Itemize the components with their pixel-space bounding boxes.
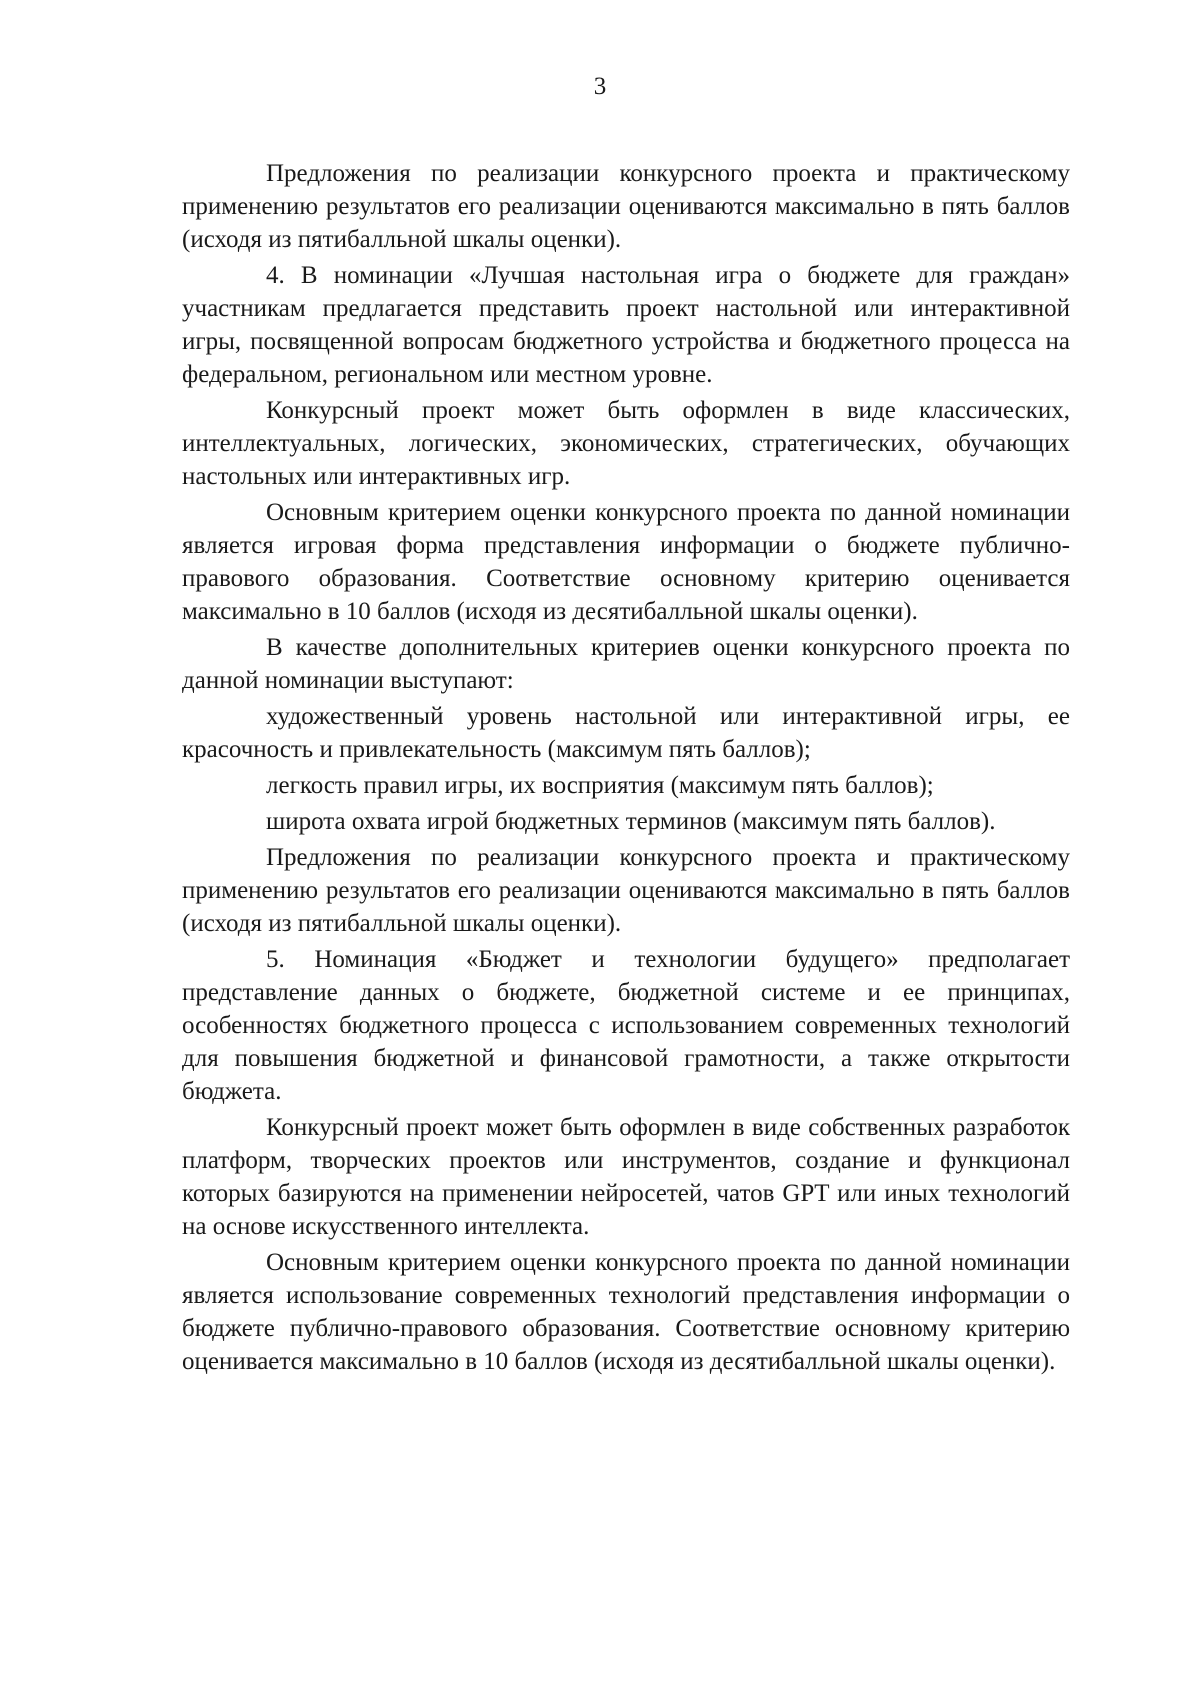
list-item-rules-ease: легкость правил игры, их восприятия (максимум пять баллов); xyxy=(266,772,934,799)
list-item-terms-coverage: широта охвата игрой бюджетных терминов (максимум пять баллов). xyxy=(266,808,996,835)
document-body xyxy=(182,157,1070,1381)
paragraph-project-format-ai: Конкурсный проект может быть оформлен в виде собственных разработок платформ, творческих проектов или инструментов, создание и функционал которых базируются на применении нейросетей, чатов GPT или иных технологий на основе искусственного интеллекта. xyxy=(182,1114,1070,1240)
paragraph-proposals-evaluation-2: Предложения по реализации конкурсного проекта и практическому применению результатов его реализации оцениваются максимально в пять баллов (исходя из пятибалльной шкалы оценки). xyxy=(182,844,1070,937)
paragraph-nomination-4: 4. В номинации «Лучшая настольная игра о бюджете для граждан» участникам предлагается представить проект настольной или интерактивной игры, посвященной вопросам бюджетного устройства и бюджетного процесса на федеральном, региональном или местном уровне. xyxy=(182,262,1070,388)
paragraph-main-criterion-ai: Основным критерием оценки конкурсного проекта по данной номинации является использование современных технологий представления информации о бюджете публично-правового образования. Соответствие основному критерию оценивается максимально в 10 баллов (исходя из десятибалльной шкалы оценки). xyxy=(182,1249,1070,1375)
paragraph-nomination-5: 5. Номинация «Бюджет и технологии будущего» предполагает представление данных о бюджете, бюджетной системе и ее принципах, особенностях бюджетного процесса с использованием современных технологий для повышения бюджетной и финансовой грамотности, а также открытости бюджета. xyxy=(182,946,1070,1105)
paragraph-project-format-games: Конкурсный проект может быть оформлен в виде классических, интеллектуальных, логических, экономических, стратегических, обучающих настольных или интерактивных игр. xyxy=(182,397,1070,490)
paragraph-main-criterion-games: Основным критерием оценки конкурсного проекта по данной номинации является игровая форма представления информации о бюджете публично-правового образования. Соответствие основному критерию оценивается максимально в 10 баллов (исходя из десятибалльной шкалы оценки). xyxy=(182,499,1070,625)
paragraph-additional-criteria-intro: В качестве дополнительных критериев оценки конкурсного проекта по данной номинации выступают: xyxy=(182,634,1070,694)
page-number: 3 xyxy=(593,73,607,100)
list-item-artistic-level: художественный уровень настольной или интерактивной игры, ее красочность и привлекательность (максимум пять баллов); xyxy=(182,703,1070,763)
paragraph-proposals-evaluation: Предложения по реализации конкурсного проекта и практическому применению результатов его реализации оцениваются максимально в пять баллов (исходя из пятибалльной шкалы оценки). xyxy=(182,160,1070,253)
